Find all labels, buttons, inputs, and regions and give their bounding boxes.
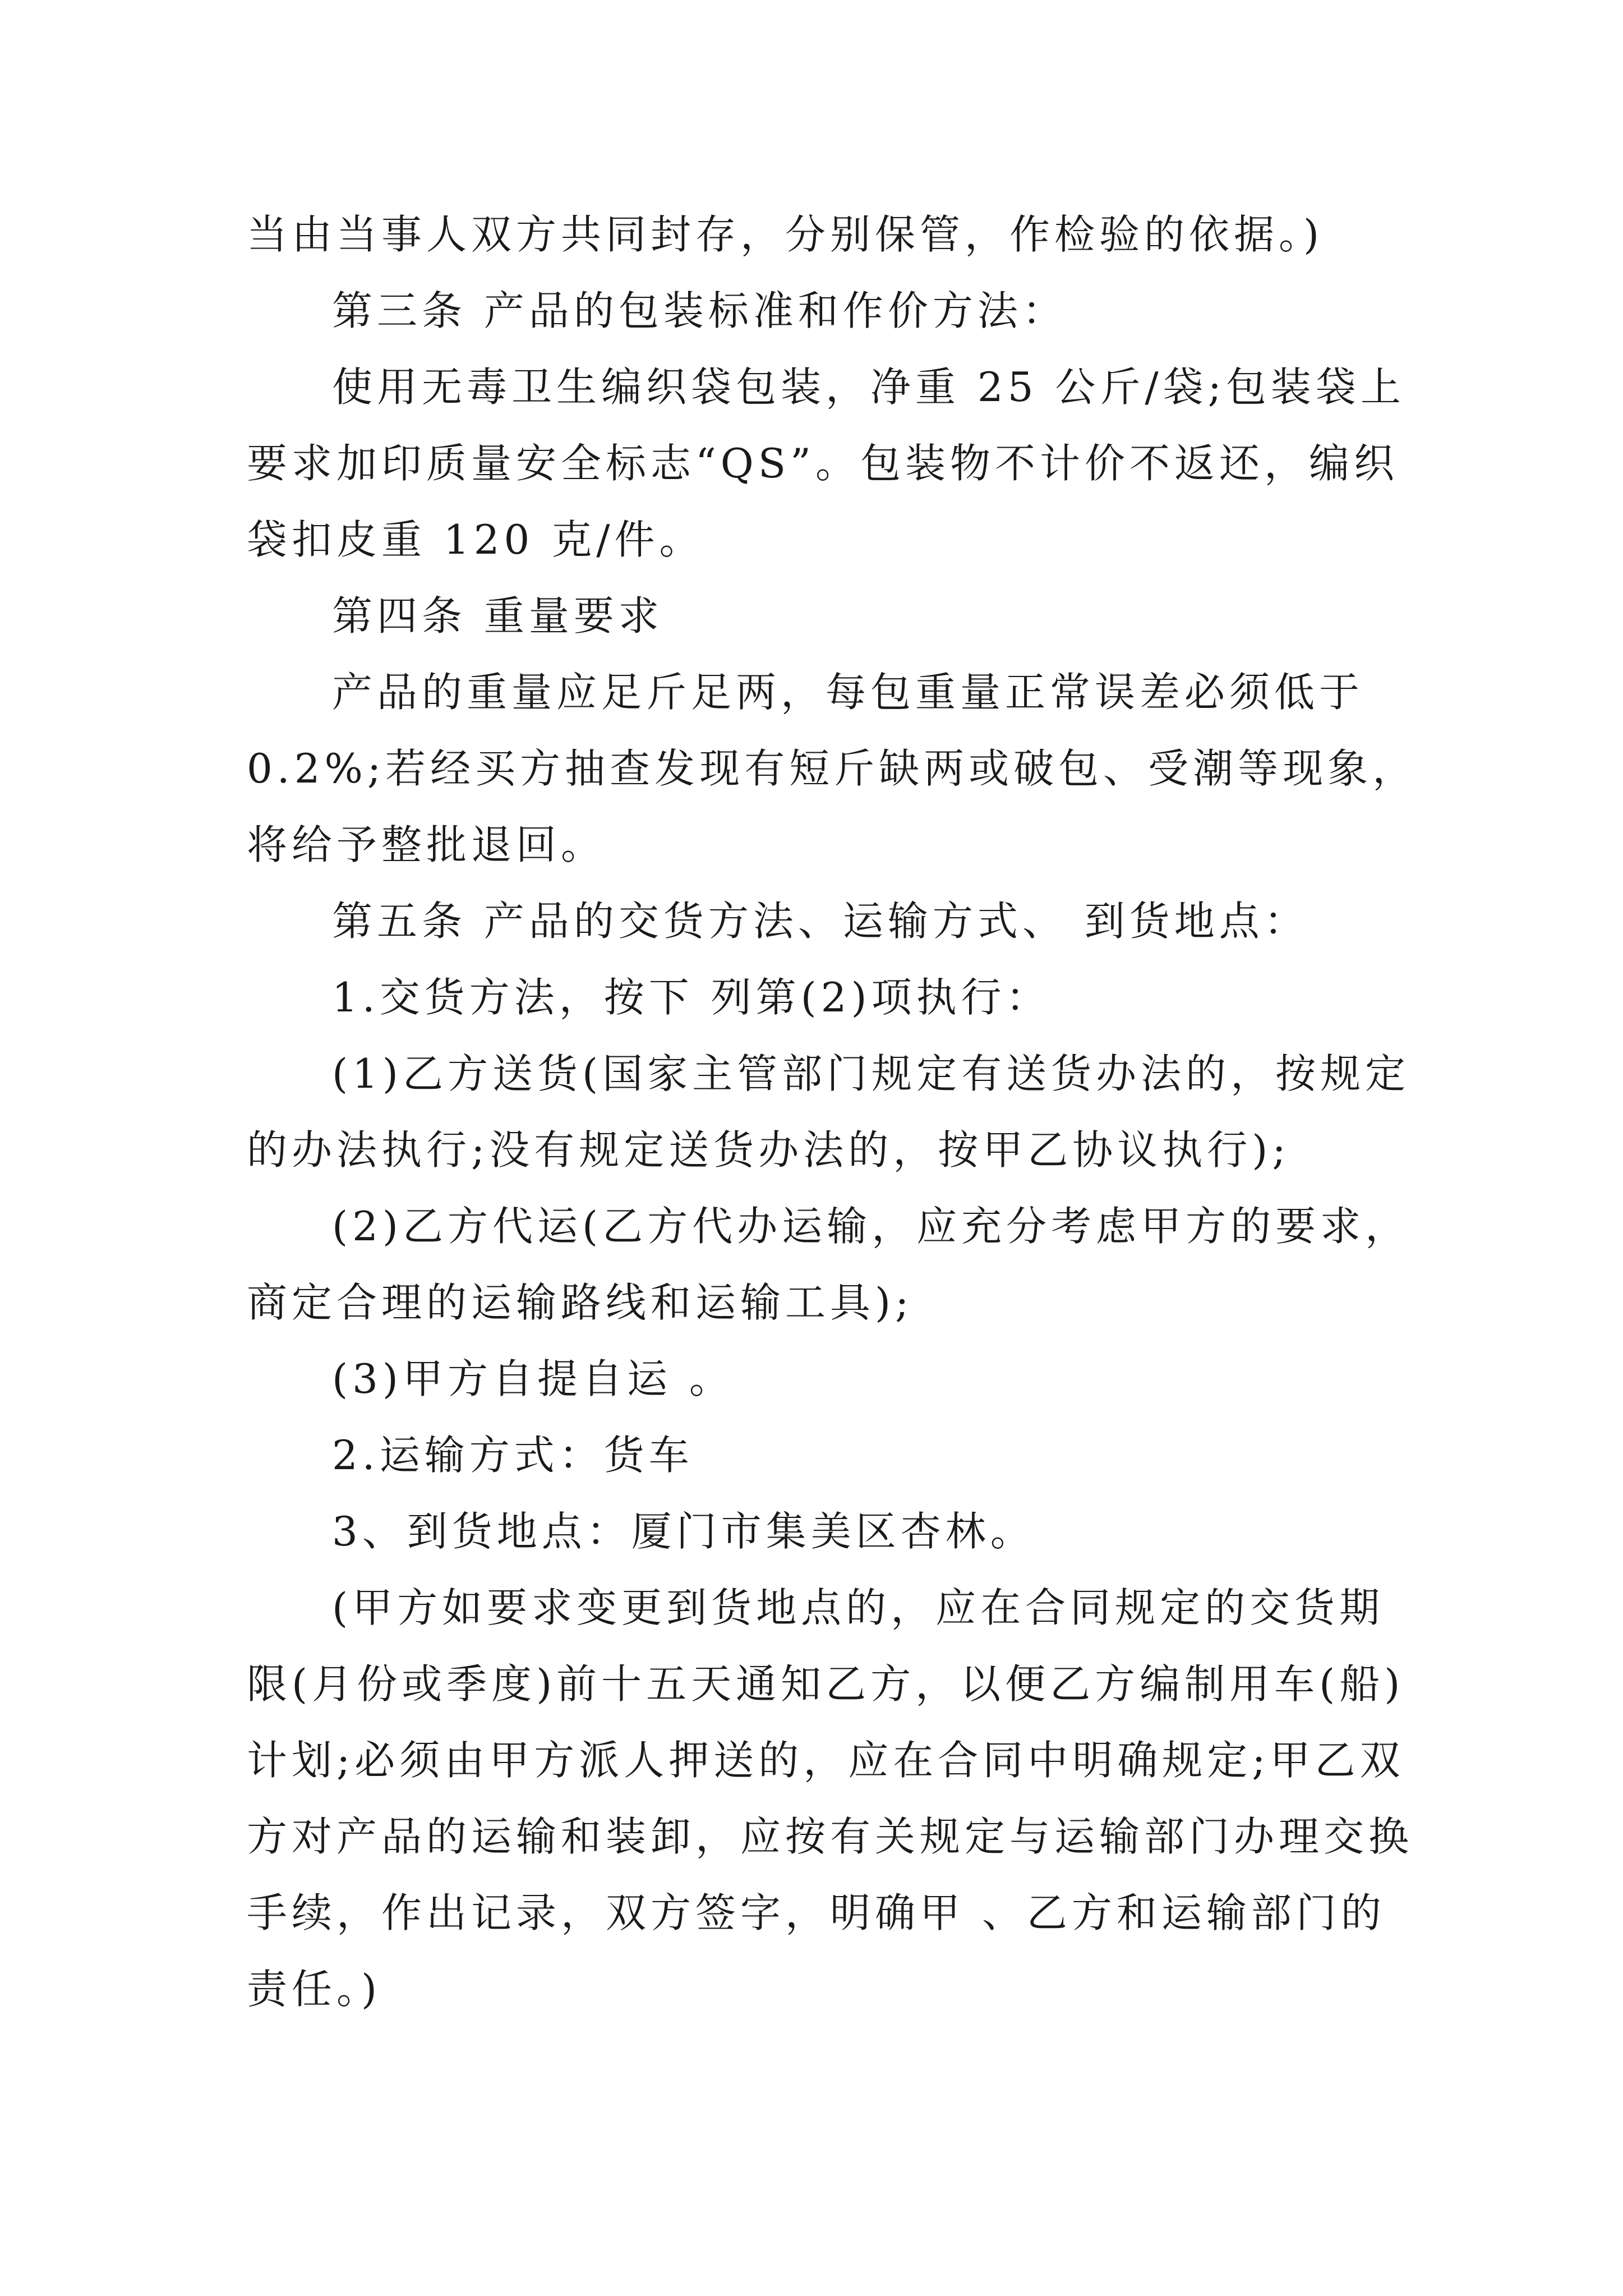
text-line: 3、到货地点：厦门市集美区杏林。 [332,1508,1035,1555]
text-line: 袋扣皮重 120 克/件。 [247,516,704,563]
text-line: (1)乙方送货(国家主管部门规定有送货办法的，按规定 [332,1050,1410,1097]
text-line: (甲方如要求变更到货地点的，应在合同规定的交货期 [332,1584,1385,1631]
text-line: 方对产品的运输和装卸，应按有关规定与运输部门办理交换 [247,1813,1414,1860]
text-line: 第三条 产品的包装标准和作价方法： [332,287,1067,334]
text-line: 限(月份或季度)前十五天通知乙方，以便乙方编制用车(船) [247,1660,1405,1708]
text-line: (2)乙方代运(乙方代办运输，应充分考虑甲方的要求， [332,1203,1410,1250]
text-line: 将给予整批退回。 [247,821,606,868]
text-line: 1.交货方法，按下 列第(2)项执行： [332,974,1051,1021]
text-line: 要求加印质量安全标志“QS”。包装物不计价不返还，编织 [247,440,1399,487]
document-body [247,196,1418,2027]
text-line: 的办法执行;没有规定送货办法的，按甲乙协议执行); [247,1126,1290,1174]
text-line: 当由当事人双方共同封存，分别保管，作检验的依据。) [247,211,1324,258]
text-line: 使用无毒卫生编织袋包装，净重 25 公斤/袋;包装袋上 [332,364,1405,411]
text-line: (3)甲方自提自运 。 [332,1355,734,1402]
text-line: 计划;必须由甲方派人押送的，应在合同中明确规定;甲乙双 [247,1737,1405,1784]
text-line: 0.2%;若经买方抽查发现有短斤缺两或破包、受潮等现象， [247,745,1418,792]
text-line: 第四条 重量要求 [332,592,663,639]
text-line: 手续，作出记录，双方签字，明确甲 、乙方和运输部门的 [247,1889,1386,1936]
text-line: 第五条 产品的交货方法、运输方式、 到货地点： [332,898,1309,945]
text-line: 产品的重量应足斤足两，每包重量正常误差必须低于 [332,669,1364,716]
text-line: 商定合理的运输路线和运输工具); [247,1279,914,1326]
text-line: 2.运输方式：货车 [332,1432,694,1479]
text-line: 责任。) [247,1966,382,2013]
